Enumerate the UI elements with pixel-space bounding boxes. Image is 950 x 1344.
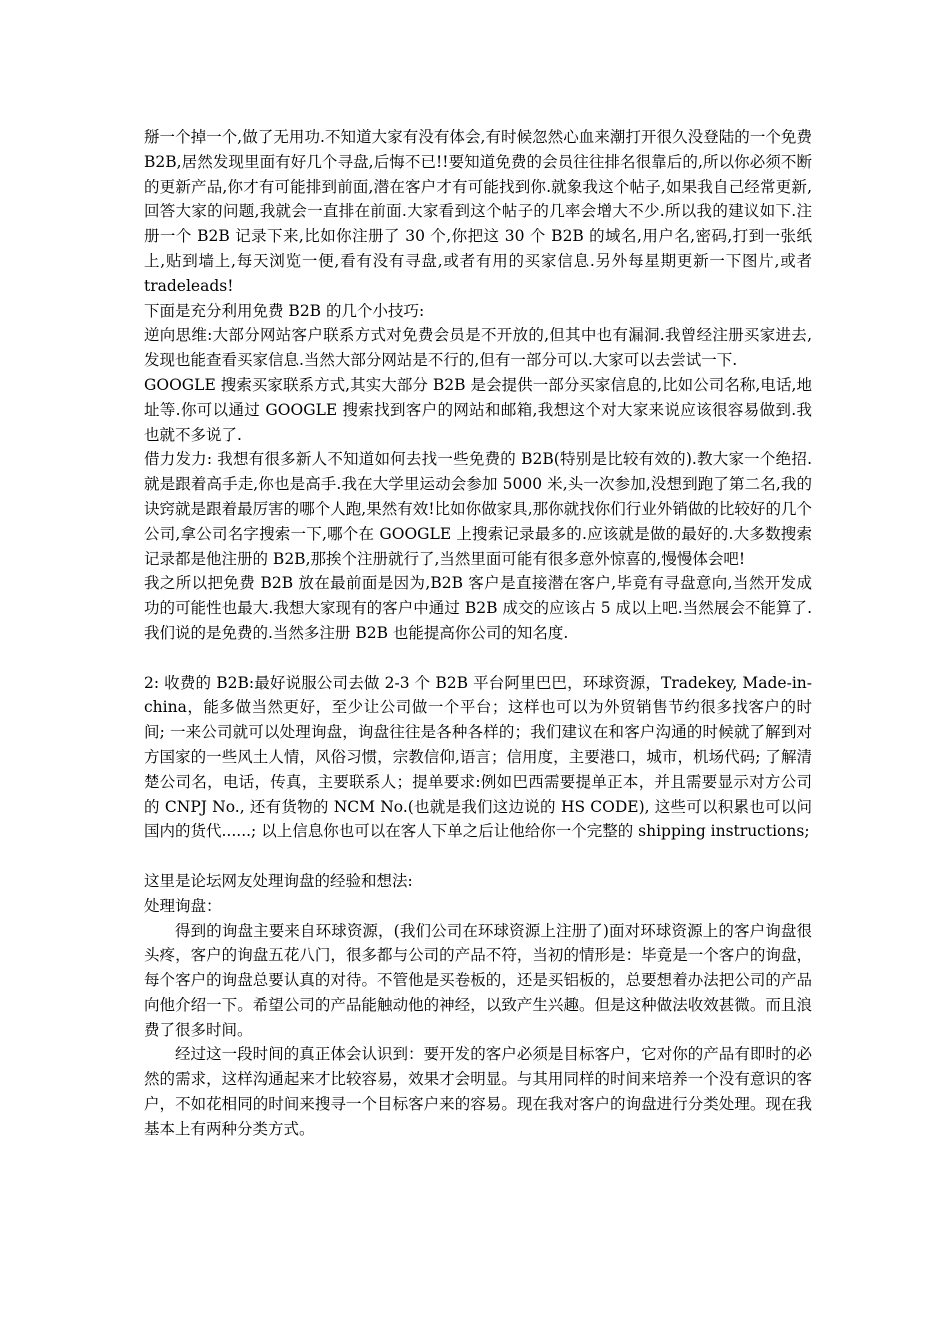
paragraph-inquiry-source: 得到的询盘主要来自环球资源，(我们公司在环球资源上注册了)面对环球资源上的客户询盘很头疼，客户的询盘五花八门，很多都与公司的产品不符，当初的情形是：毕竟是一个客户的询盘，每个客户的询盘总要认真的对待。不管他是买卷板的，还是买铝板的，总要想着办法把公司的产品向他介绍一下。希望公司的产品能触动他的神经，以致产生兴趣。但是这种做法收效甚微。而且浪费了很多时间。: [144, 921, 812, 1039]
paragraph-free-b2b-update: 掰一个掉一个,做了无用功.不知道大家有没有体会,有时候忽然心血来潮打开很久没登陆的一个免费 B2B,居然发现里面有好几个寻盘,后悔不已!!要知道免费的会员往往排名很靠后的,所以你必须不断的更新产品,你才有可能排到前面,潜在客户才有可能找到你.就象我这个帖子,如果我自己经常更新,回答大家的问题,我就会一直排在前面.大家看到这个帖子的几率会增大不少.所以我的建议如下.注册一个 B2B 记录下来,比如你注册了 30 个,你把这 30 个 B2B 的域名,用户名,密码,打到一张纸上,贴到墙上,每天浏览一便,看有没有寻盘,或者有用的买家信息.另外每星期更新一下图片,或者 tradeleads!: [144, 128, 812, 295]
paragraph-leverage: 借力发力: 我想有很多新人不知道如何去找一些免费的 B2B(特别是比较有效的).教大家一个绝招.就是跟着高手走,你也是高手.我在大学里运动会参加 5000 米,头一次参加,没想到跑了第二名,我的诀窍就是跟着最厉害的哪个人跑,果然有效!比如你做家具,那你就找你们行业外销做的比较好的几个公司,拿公司名字搜索一下,哪个在 GOOGLE 上搜索记录最多的.应该就是做的最好的.大多数搜索记录都是他注册的 B2B,那挨个注册就行了,当然里面可能有很多意外惊喜的,慢慢体会吧!: [144, 450, 812, 568]
paragraph-reverse-thinking: 逆向思维:大部分网站客户联系方式对免费会员是不开放的,但其中也有漏洞.我曾经注册买家进去,发现也能查看买家信息.当然大部分网站是不行的,但有一部分可以.大家可以去尝试一下.: [144, 326, 812, 370]
paragraph-why-free-b2b: 我之所以把免费 B2B 放在最前面是因为,B2B 客户是直接潜在客户,毕竟有寻盘意向,当然开发成功的可能性也最大.我想大家现有的客户中通过 B2B 成交的应该占 5 成以上吧.当然展会不能算了.我们说的是免费的.当然多注册 B2B 也能提高你公司的知名度.: [144, 574, 812, 642]
document-body: [144, 125, 812, 1142]
paragraph-tips-heading: 下面是充分利用免费 B2B 的几个小技巧:: [144, 301, 425, 320]
blank-line: [144, 844, 812, 869]
paragraph-forum-experience-heading: 这里是论坛网友处理询盘的经验和想法:: [144, 871, 413, 890]
blank-line: [144, 646, 812, 671]
paragraph-target-customers: 经过这一段时间的真正体会认识到：要开发的客户必须是目标客户，它对你的产品有即时的必然的需求，这样沟通起来才比较容易，效果才会明显。与其用同样的时间来培养一个没有意识的客户，不如花相同的时间来搜寻一个目标客户来的容易。现在我对客户的询盘进行分类处理。现在我基本上有两种分类方式。: [144, 1045, 812, 1138]
paragraph-handling-inquiries-heading: 处理询盘：: [144, 896, 222, 915]
paragraph-google-search: GOOGLE 搜索买家联系方式,其实大部分 B2B 是会提供一部分买家信息的,比如公司名称,电话,地址等.你可以通过 GOOGLE 搜索找到客户的网站和邮箱,我想这个对大家来说应该很容易做到.我也就不多说了.: [144, 375, 812, 444]
paragraph-paid-b2b: 2: 收费的 B2B:最好说服公司去做 2-3 个 B2B 平台阿里巴巴，环球资源，Tradekey, Made-in-china，能多做当然更好，至少让公司做一个平台；这样也可以为外贸销售节约很多找客户的时间; 一来公司就可以处理询盘，询盘往往是各种各样的；我们建议在和客户沟通的时候就了解到对方国家的一些风土人情，风俗习惯，宗教信仰,语言；信用度，主要港口，城市，机场代码; 了解清楚公司名，电话，传真，主要联系人；提单要求:例如巴西需要提单正本，并且需要显示对方公司的 CNPJ No., 还有货物的 NCM No.(也就是我们这边说的 HS CODE), 这些可以积累也可以问国内的货代......; 以上信息你也可以在客人下单之后让他给你一个完整的 shipping instructions;: [144, 673, 812, 841]
